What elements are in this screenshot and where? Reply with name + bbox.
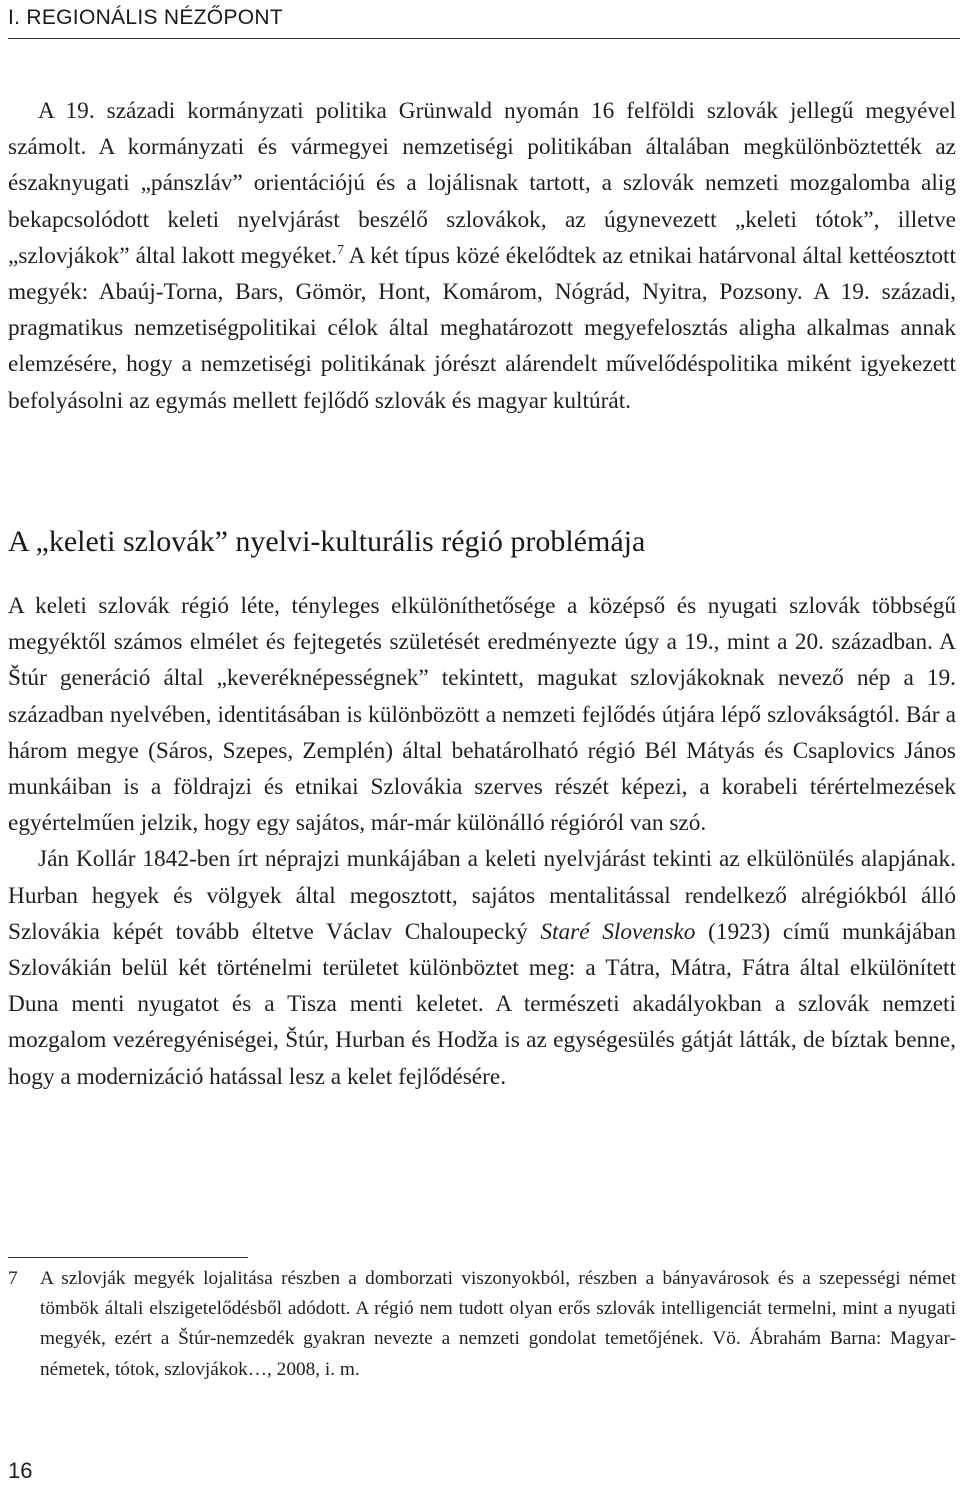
running-head: I. REGIONÁLIS NÉZŐPONT bbox=[8, 6, 283, 29]
footnote-reference[interactable]: 7 bbox=[337, 243, 345, 259]
footnote bbox=[8, 1264, 956, 1385]
header-rule bbox=[8, 38, 960, 39]
page-number: 16 bbox=[8, 1458, 33, 1483]
paragraph-3 bbox=[8, 841, 956, 1094]
paragraph-1-text-b: A két típus közé ékelődtek az etnikai határvonal által kettéosztott megyék: Abaúj-Torna, Bars, Gömör, Hont, Komárom, Nógrád, Nyitra, Pozsony. A 19. századi, pragmatikus nemzetiségpolitikai célok által meghatározott megyefelosztás aligha alkalmas annak elemzésére, hogy a nemzetiségi politikának jórészt alárendelt művelődéspolitika miként igyekezett befolyásolni az egymás mellett fejlődő szlovák és magyar kultúrát. bbox=[8, 242, 956, 414]
paragraph-3-text-a: Ján Kollár 1842-ben írt néprajzi munkájában a keleti nyelvjárást tekinti az elkülönülés alapjának. Hurban hegyek és völgyek által megosztott, sajátos mentalitással rendelkező alrégiókból álló Szlovákia képét tovább éltetve Václav Chaloupecký bbox=[8, 846, 956, 945]
footnote-text: A szlovják megyék lojalitása részben a domborzati viszonyokból, részben a bányavárosok és a szepességi német tömbök általi elszigetelődésből adódott. A régió nem tudott olyan erős szlovák intelligenciát termelni, mint a nyugati megyék, ezért a Štúr-nemzedék gyakran nevezte a nemzeti gondolat temetőjének. Vö. Ábrahám Barna: Magyar-németek, tótok, szlovjákok…, 2008, i. m. bbox=[40, 1268, 956, 1380]
footnote-rule bbox=[8, 1257, 248, 1258]
section-body bbox=[8, 588, 956, 1095]
footnote-number: 7 bbox=[8, 1268, 18, 1289]
paragraph-2: A keleti szlovák régió léte, tényleges elkülöníthetősége a középső és nyugati szlovák többségű megyéktől számos elmélet és fejtegetés születését eredményezte úgy a 19., mint a 20. században. A Štúr generáció által „keveréknépességnek” tekintett, magukat szlovjákoknak nevező nép a 19. században nyelvében, identitásában is különbözött a nemzeti fejlődés útjára lépő szlovákságtól. Bár a három megye (Sáros, Szepes, Zemplén) által behatárolható régió Bél Mátyás és Csaplovics János munkáiban is a földrajzi és etnikai Szlovákia szerves részét képezi, a korabeli térértelmezések egyértelműen jelzik, hogy egy sajátos, már-már különálló régióról van szó. bbox=[8, 593, 956, 837]
paragraph-1 bbox=[8, 93, 956, 419]
book-title: Staré Slovensko bbox=[540, 918, 696, 945]
intro-section bbox=[8, 93, 956, 419]
section-heading: A „keleti szlovák” nyelvi-kulturális régió problémája bbox=[8, 525, 646, 558]
paragraph-3-text-b: (1923) című munkájában Szlovákián belül két történelmi területet különböztet meg: a Tátra, Mátra, Fátra által elkülönített Duna menti nyugatot és a Tisza menti keletet. A természeti akadályokban a szlovák nemzeti mozgalom vezéregyéniségei, Štúr, Hurban és Hodža is az egységesülés gátját látták, de bíztak benne, hogy a modernizáció hatással lesz a kelet fejlődésére. bbox=[8, 918, 956, 1090]
paragraph-1-text-a: A 19. századi kormányzati politika Grünwald nyomán 16 felföldi szlovák jellegű megyével számolt. A kormányzati és vármegyei nemzetiségi politikában általában megkülönböztették az északnyugati „pánszláv” orientációjú és a lojálisnak tartott, a szlovák nemzeti mozgalomba alig bekapcsolódott keleti nyelvjárást beszélő szlovákok, az úgynevezett „keleti tótok”, illetve „szlovjákok” által lakott megyéket. bbox=[8, 98, 956, 269]
